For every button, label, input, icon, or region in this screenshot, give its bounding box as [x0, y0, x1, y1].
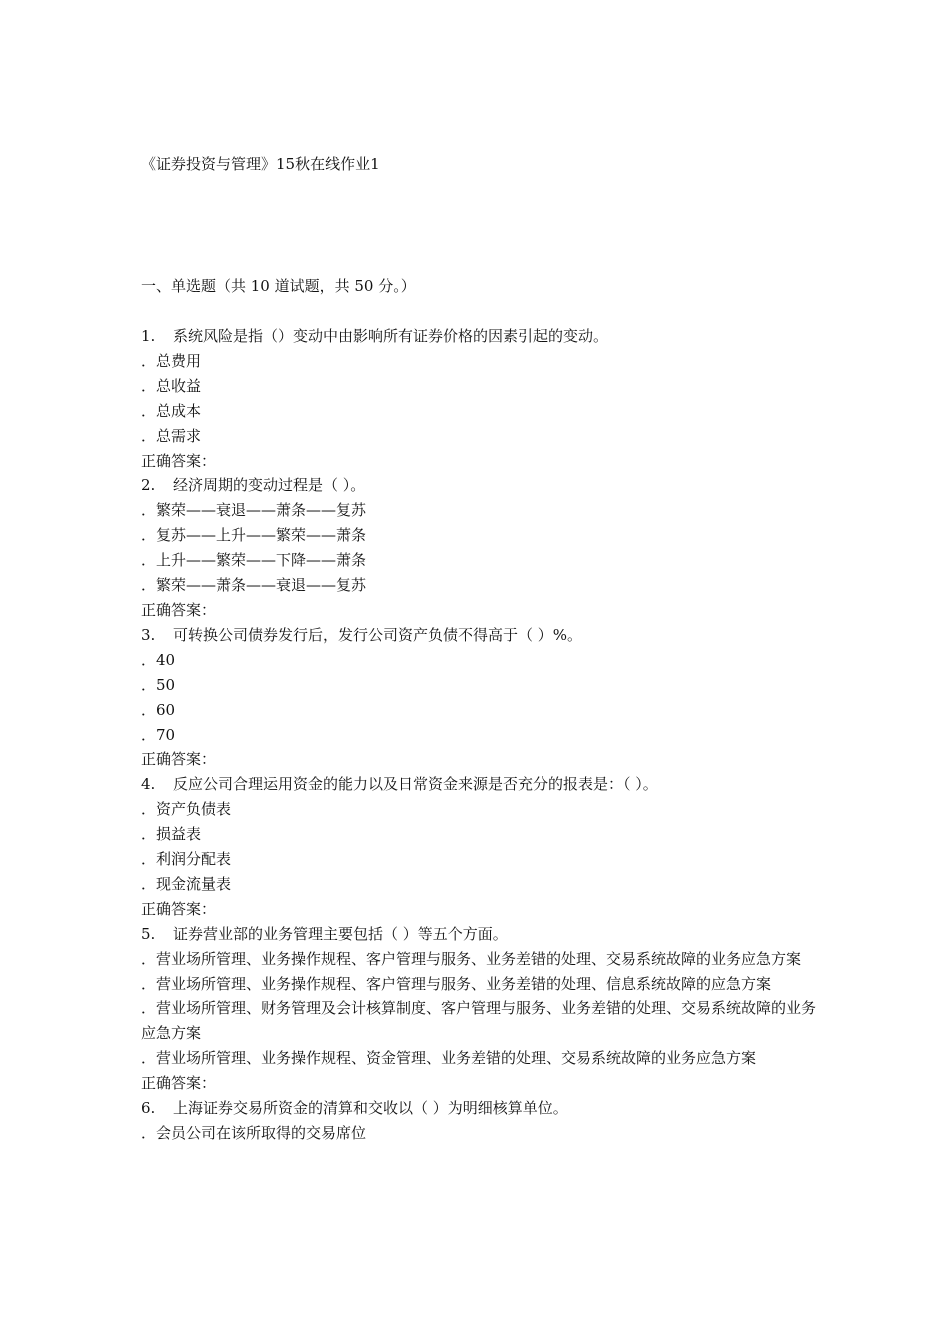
option: ．40 — [141, 650, 176, 669]
question-number: 4. — [141, 775, 156, 794]
option: ．总成本 — [141, 401, 202, 420]
option: ．50 — [141, 675, 176, 694]
option: ．70 — [141, 725, 176, 744]
option: ．繁荣——衰退——萧条——复苏 — [141, 501, 367, 520]
option: ．营业场所管理、业务操作规程、客户管理与服务、业务差错的处理、交易系统故障的业务应急方案 — [141, 949, 802, 968]
question-text: 可转换公司债券发行后，发行公司资产负债不得高于（ ）%。 — [173, 625, 583, 644]
option: ．营业场所管理、业务操作规程、客户管理与服务、业务差错的处理、信息系统故障的应急方案 — [141, 974, 772, 993]
option: ．利润分配表 — [141, 850, 232, 869]
document-title: 《证券投资与管理》15秋在线作业1 — [141, 155, 380, 173]
option: ．会员公司在该所取得的交易席位 — [141, 1124, 367, 1142]
question-text: 经济周期的变动过程是（ ）。 — [173, 476, 366, 495]
answer-label: 正确答案： — [141, 451, 217, 470]
option: ．总需求 — [141, 426, 202, 445]
question-number: 5. — [141, 924, 156, 943]
question-number: 6. — [141, 1099, 156, 1118]
question-3 — [141, 623, 821, 648]
question-5 — [141, 922, 821, 947]
question-text: 系统风险是指（）变动中由影响所有证券价格的因素引起的变动。 — [173, 327, 609, 345]
option: ．复苏——上升——繁荣——萧条 — [141, 526, 367, 545]
question-6 — [141, 1096, 821, 1121]
question-number: 1. — [141, 327, 156, 345]
option: ．营业场所管理、财务管理及会计核算制度、客户管理与服务、业务差错的处理、交易系统故障的业务应急方案 — [141, 999, 817, 1043]
option: ．繁荣——萧条——衰退——复苏 — [141, 576, 367, 595]
option: ．损益表 — [141, 825, 202, 844]
answer-label: 正确答案： — [141, 750, 217, 769]
question-number: 2. — [141, 476, 156, 495]
question-number: 3. — [141, 625, 156, 644]
question-list — [141, 324, 821, 1146]
option: ．总费用 — [141, 351, 202, 370]
option: ．60 — [141, 700, 176, 719]
question-2 — [141, 473, 821, 498]
answer-label: 正确答案： — [141, 600, 217, 619]
question-text: 证券营业部的业务管理主要包括（ ）等五个方面。 — [173, 924, 508, 943]
option: ．总收益 — [141, 376, 202, 395]
question-1 — [141, 324, 821, 349]
section-heading: 一、单选题（共 10 道试题，共 50 分。） — [141, 277, 416, 295]
question-4 — [141, 772, 821, 797]
option: ．营业场所管理、业务操作规程、资金管理、业务差错的处理、交易系统故障的业务应急方案 — [141, 1049, 757, 1068]
option: ．资产负债表 — [141, 800, 232, 819]
question-text: 反应公司合理运用资金的能力以及日常资金来源是否充分的报表是：（ ）。 — [173, 775, 658, 794]
option: ．上升——繁荣——下降——萧条 — [141, 551, 367, 570]
answer-label: 正确答案： — [141, 1074, 217, 1093]
answer-label: 正确答案： — [141, 899, 217, 918]
question-text: 上海证券交易所资金的清算和交收以（ ）为明细核算单位。 — [173, 1099, 568, 1118]
option: ．现金流量表 — [141, 874, 232, 893]
